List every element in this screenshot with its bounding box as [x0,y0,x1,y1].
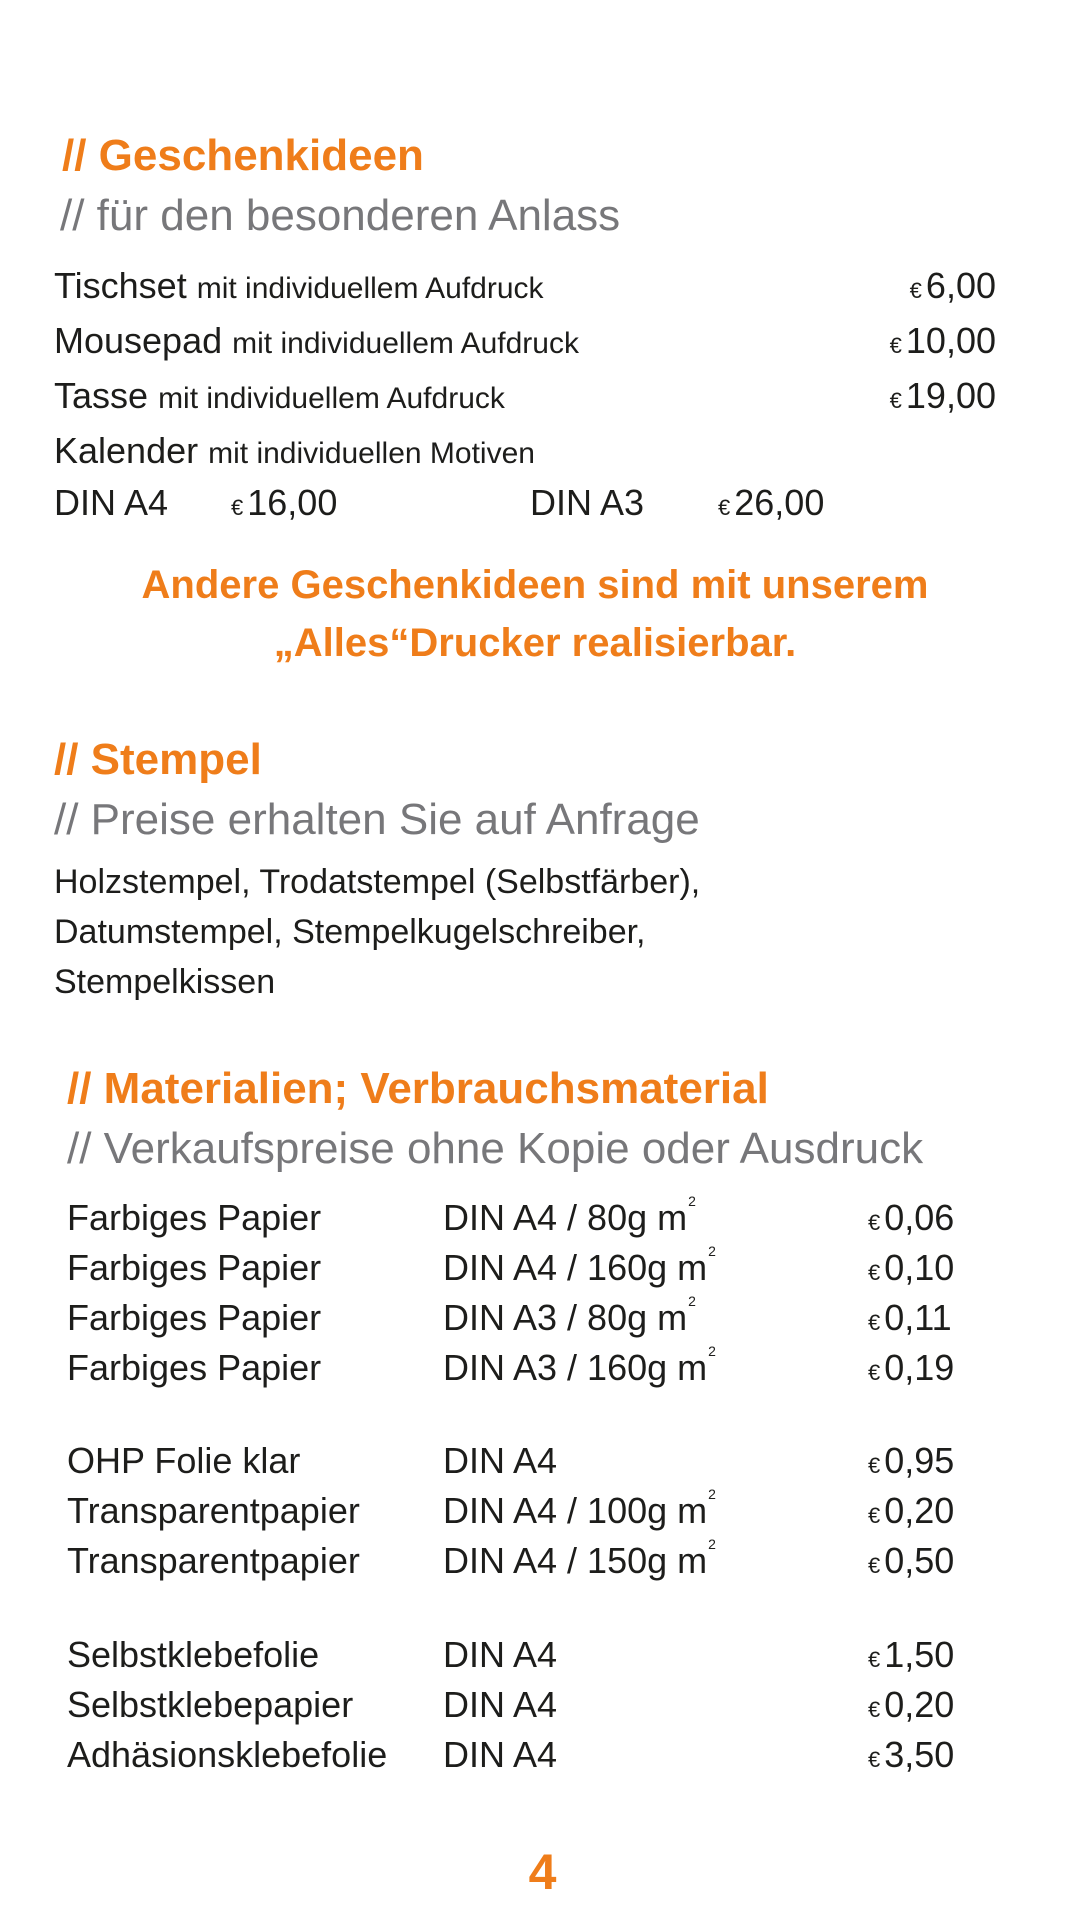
material-format: DIN A4 [443,1734,558,1775]
calendar-a3-label: DIN A3 [530,482,645,523]
euro-icon: € [868,1210,881,1235]
squared-superscript: 2 [708,1343,716,1359]
gift-item-tasse [54,375,505,416]
material-name: OHP Folie klar [67,1440,301,1481]
material-name: Transparentpapier [67,1540,360,1581]
material-name: Selbstklebepapier [67,1684,354,1725]
gift-item-desc: mit individuellem Aufdruck [158,382,505,415]
stamps-title: // Stempel [54,735,262,784]
gift-item-price: € 19,00 [889,375,996,416]
gift-item-desc: mit individuellem Aufdruck [196,272,544,305]
material-name: Farbiges Papier [67,1347,322,1388]
material-name: Farbiges Papier [67,1197,322,1238]
material-price: € 0,20 [868,1490,955,1531]
gifts-subtitle: // für den besonderen Anlass [60,191,621,240]
squared-superscript: 2 [688,1193,696,1209]
gift-item-mousepad [54,320,579,361]
calendar-a4-price: € 16,00 [231,482,338,523]
euro-icon: € [868,1553,881,1578]
material-price: € 0,11 [868,1297,952,1338]
euro-icon: € [868,1360,881,1385]
material-price: € 0,06 [868,1197,955,1238]
calendar-a3-price: € 26,00 [718,482,825,523]
materials-subtitle: // Verkaufspreise ohne Kopie oder Ausdruck [67,1124,924,1173]
euro-icon: € [868,1647,881,1672]
euro-icon: € [231,495,244,520]
gift-item-name: Kalender [54,430,199,471]
euro-icon: € [889,388,902,413]
gift-item-tischset [54,265,544,306]
gift-item-name: Tischset [54,265,187,306]
squared-superscript: 2 [688,1293,696,1309]
material-name: Farbiges Papier [67,1247,322,1288]
squared-superscript: 2 [708,1243,716,1259]
material-price: € 0,20 [868,1684,955,1725]
euro-icon: € [909,278,922,303]
material-price: € 3,50 [868,1734,955,1775]
material-format: DIN A3 / 160g $m^2$ [443,1343,716,1388]
stamps-line: Holzstempel, Trodatstempel (Selbstfärber), [54,863,701,901]
promo-line-1: Andere Geschenkideen sind mit unserem [141,563,929,607]
gift-item-price: € 6,00 [909,265,996,306]
material-format: DIN A4 [443,1440,558,1481]
material-price: € 0,19 [868,1347,955,1388]
material-price: € 0,95 [868,1440,955,1481]
gift-item-name: Mousepad [54,320,223,361]
material-format: DIN A4 / 150g $m^2$ [443,1536,716,1581]
material-format: DIN A4 [443,1634,558,1675]
material-name: Adhäsionsklebefolie [67,1734,388,1775]
euro-icon: € [889,333,902,358]
material-price: € 0,10 [868,1247,955,1288]
material-format: DIN A4 / 160g $m^2$ [443,1243,716,1288]
material-format: DIN A3 / 80g $m^2$ [443,1293,696,1338]
stamps-line: Datumstempel, Stempelkugelschreiber, [54,913,646,951]
material-format: DIN A4 [443,1684,558,1725]
stamps-list [54,857,700,1007]
material-name: Selbstklebefolie [67,1634,320,1675]
material-format: DIN A4 / 100g $m^2$ [443,1486,716,1531]
stamps-subtitle: // Preise erhalten Sie auf Anfrage [54,795,700,844]
material-price: € 0,50 [868,1540,955,1581]
euro-icon: € [868,1747,881,1772]
euro-icon: € [718,495,731,520]
gift-item-kalender [54,430,535,471]
gift-item-price: € 10,00 [889,320,996,361]
materials-title: // Materialien; Verbrauchsmaterial [67,1064,769,1113]
gift-item-desc: mit individuellen Motiven [208,437,535,470]
euro-icon: € [868,1697,881,1722]
gift-item-name: Tasse [54,375,149,416]
material-format: DIN A4 / 80g $m^2$ [443,1193,696,1238]
euro-icon: € [868,1453,881,1478]
euro-icon: € [868,1503,881,1528]
squared-superscript: 2 [708,1486,716,1502]
material-name: Transparentpapier [67,1490,360,1531]
material-price: € 1,50 [868,1634,955,1675]
calendar-a4-label: DIN A4 [54,482,169,523]
stamps-line: Stempelkissen [54,963,276,1001]
euro-icon: € [868,1310,881,1335]
promo-line-2: „Alles“Drucker realisierbar. [273,621,797,665]
squared-superscript: 2 [708,1536,716,1552]
gifts-title: // Geschenkideen [62,131,424,180]
gift-item-desc: mit individuellem Aufdruck [232,327,579,360]
material-name: Farbiges Papier [67,1297,322,1338]
page-number: 4 [528,1844,557,1900]
euro-icon: € [868,1260,881,1285]
